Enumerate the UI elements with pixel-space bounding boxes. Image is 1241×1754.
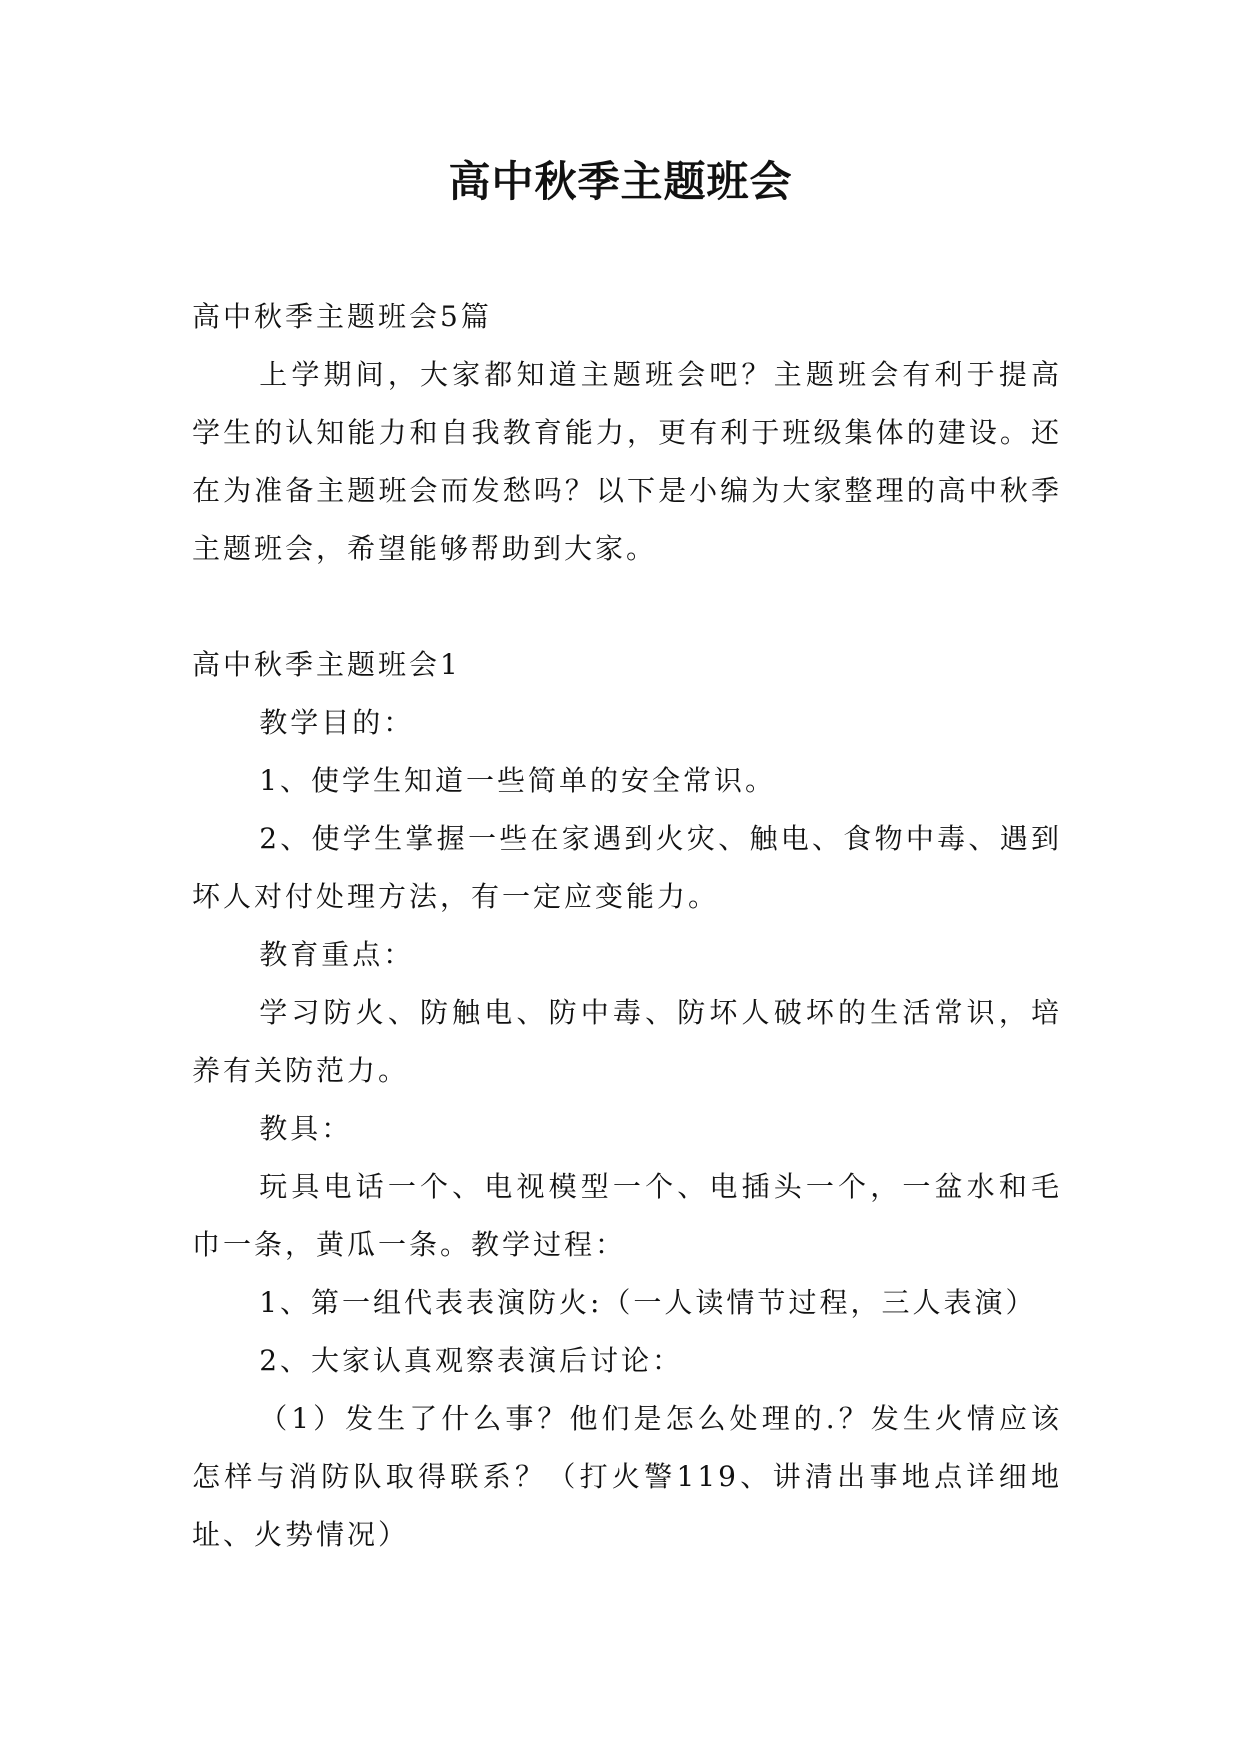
document-title: 高中秋季主题班会 — [448, 157, 793, 206]
paragraph-step-1: 1、第一组代表表演防火:（一人读情节过程，三人表演） — [259, 1286, 1037, 1319]
intro-paragraph: 上学期间，大家都知道主题班会吧？主题班会有利于提高学生的认知能力和自我教育能力，更有利于班级集体的建设。还在为准备主题班会而发愁吗？以下是小编为大家整理的高中秋季主题班会，希望能够帮助到大家。 — [192, 358, 1062, 565]
paragraph-tools: 玩具电话一个、电视模型一个、电插头一个，一盆水和毛巾一条，黄瓜一条。教学过程： — [192, 1170, 1062, 1261]
paragraph-focus: 学习防火、防触电、防中毒、防坏人破坏的生活常识，培养有关防范力。 — [192, 996, 1062, 1087]
paragraph-teaching-goal-label: 教学目的： — [259, 706, 415, 739]
paragraph-goal-1: 1、使学生知道一些简单的安全常识。 — [259, 764, 777, 797]
paragraph-step-2: 2、大家认真观察表演后讨论： — [259, 1344, 684, 1377]
paragraph-question-1: （1）发生了什么事？他们是怎么处理的.？发生火情应该怎样与消防队取得联系？（打火警119、讲清出事地点详细地址、火势情况） — [192, 1402, 1062, 1551]
section-heading: 高中秋季主题班会1 — [192, 648, 461, 681]
section-gap — [192, 578, 1062, 636]
document-subtitle: 高中秋季主题班会5篇 — [192, 300, 492, 333]
paragraph-tools-label: 教具： — [259, 1112, 353, 1145]
document-body — [192, 288, 1062, 1564]
paragraph-goal-2: 2、使学生掌握一些在家遇到火灾、触电、食物中毒、遇到坏人对付处理方法，有一定应变能力。 — [192, 822, 1062, 913]
paragraph-focus-label: 教育重点： — [259, 938, 415, 971]
